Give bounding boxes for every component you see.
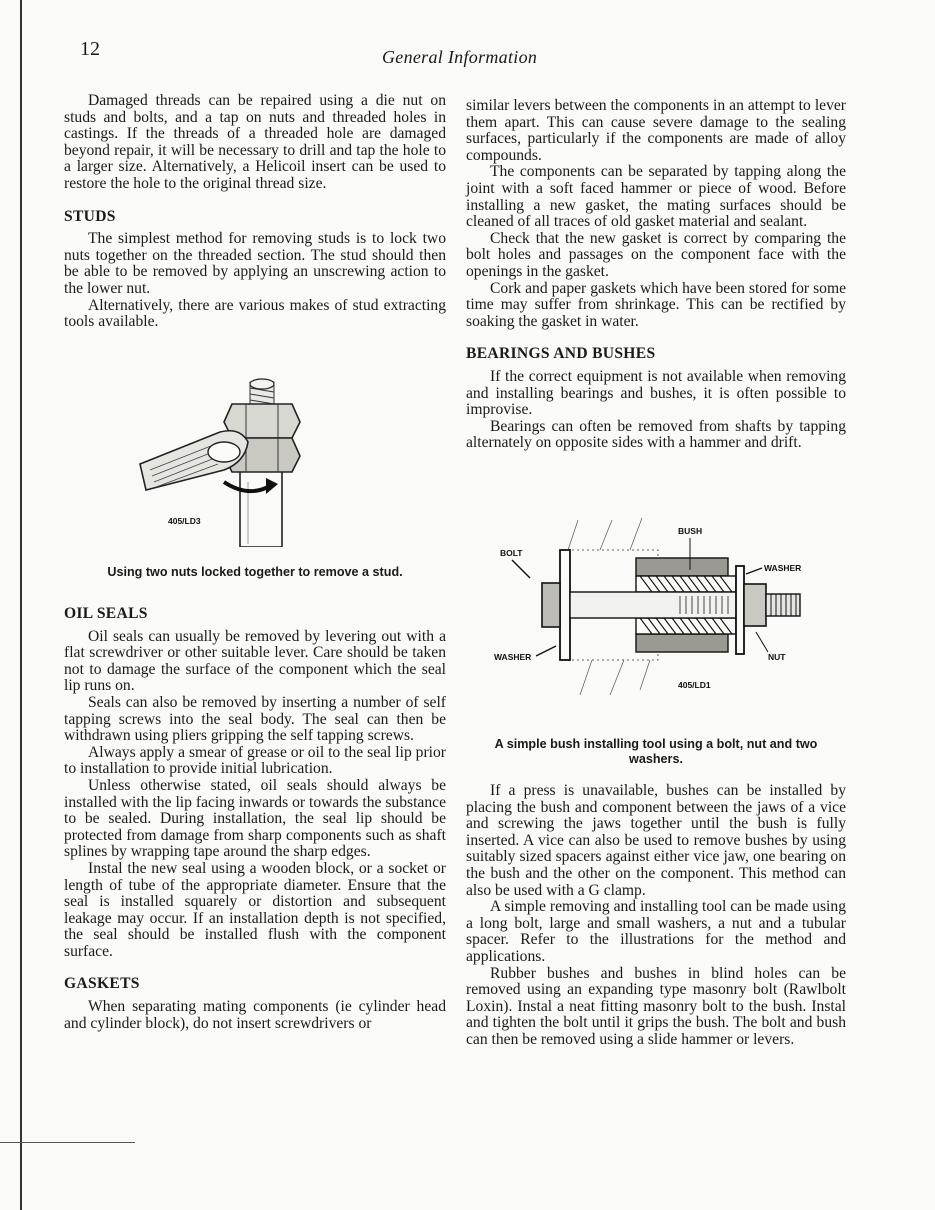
label-nut: NUT — [768, 652, 786, 662]
footer-rule — [0, 1142, 135, 1143]
gaskets-heading: GASKETS — [64, 975, 140, 993]
gaskets-cont-paragraph-3: Check that the new gasket is correct by comparing the bolt holes and passages on the component face with the openings in the gasket. — [466, 229, 846, 280]
gaskets-paragraph-1: When separating mating components (ie cylinder head and cylinder block), do not insert screwdrivers or — [64, 998, 446, 1032]
stud-removal-illustration — [120, 372, 350, 547]
after-figure-paragraph-2: A simple removing and installing tool can be made using a long bolt, large and small washers, a nut and a tubular spacer. Refer to the illustrations for the method and applications. — [466, 898, 846, 965]
left-column — [64, 93, 446, 331]
oil-seals-paragraph-3: Always apply a smear of grease or oil to the seal lip prior to installation to provide initial lubrication. — [64, 743, 446, 778]
after-figure-paragraph-3: Rubber bushes and bushes in blind holes can be removed using an expanding type masonry bolt (Rawlbolt Loxin). Instal a neat fitting masonry bolt to the bush. Instal and tighten the bolt until it grips the bush. The bolt and bush can then be removed using a slide hammer or levers. — [466, 964, 846, 1048]
label-bush: BUSH — [678, 526, 703, 536]
right-column-lower — [466, 783, 846, 1049]
gaskets-cont-paragraph-1: similar levers between the components in an attempt to lever them apart. This can cause severe damage to the sealing surfaces, particularly if the components are made of alloy compounds. — [466, 97, 846, 164]
running-head: General Information — [382, 47, 538, 67]
label-washer-bottom: WASHER — [494, 652, 532, 662]
intro-paragraph: Damaged threads can be repaired using a die nut on studs and bolts, and a tap on nuts and threaded holes in castings. If the threads of a threaded hole are damaged beyond repair, it will be necessary to drill and tap the hole to a larger size. Alternatively, a Helicoil insert can be used to restore the hole to the original thread size. — [64, 92, 446, 192]
bush-tool-illustration — [490, 510, 820, 710]
gaskets-cont-paragraph-2: The components can be separated by tapping along the joint with a soft faced hammer or piece of wood. Before installing a new gasket, the mating surfaces should be cleaned of all traces of old gasket material and sealant. — [466, 163, 846, 231]
bearings-heading: BEARINGS AND BUSHES — [466, 345, 656, 363]
right-column — [466, 98, 846, 452]
studs-paragraph-1: The simplest method for removing studs is to lock two nuts together on the threaded section. The stud should then be able to be removed by applying an unscrewing action to the lower nut. — [64, 230, 446, 297]
figure1-caption: Using two nuts locked together to remove a stud. — [107, 565, 403, 579]
left-column-lower — [64, 590, 446, 1032]
oil-seals-paragraph-2: Seals can also be removed by inserting a number of self tapping screws into the seal body. The seal can then be withdrawn using pliers gripping the self tapping screws. — [64, 693, 446, 745]
bearings-paragraph-2: Bearings can often be removed from shafts by tapping alternately on opposite sides with a hammer and drift. — [466, 417, 846, 452]
label-bolt: BOLT — [500, 548, 523, 558]
figure2-ref: 405/LD1 — [678, 680, 711, 690]
studs-heading: STUDS — [64, 207, 116, 225]
page-number: 12 — [80, 38, 100, 60]
after-figure-paragraph-1: If a press is unavailable, bushes can be installed by placing the bush and component between the jaws of a vice and screwing the jaws together until the bush is fully inserted. A vice can also be used to remove bushes by using suitably sized spacers against either vice jaw, one bearing on the bush and the other on the component. This method can also be used with a G clamp. — [466, 782, 846, 899]
oil-seals-paragraph-5: Instal the new seal using a wooden block, or a socket or length of tube of the appropriate diameter. Ensure that the seal is installed squarely or distortion and subsequent leakage may occur. If an installation depth is not specified, the seal should be installed flush with the component surface. — [64, 859, 446, 960]
figure2-caption: A simple bush installing tool using a bolt, nut and two washers. — [494, 737, 818, 766]
gaskets-cont-paragraph-4: Cork and paper gaskets which have been stored for some time may suffer from shrinkage. This can be rectified by soaking the gasket in water. — [466, 279, 846, 330]
oil-seals-paragraph-1: Oil seals can usually be removed by levering out with a flat screwdriver or other suitable lever. Care should be taken not to damage the surface of the component which the seal lip runs on. — [64, 627, 446, 695]
margin-rule — [20, 0, 22, 1210]
label-washer-top: WASHER — [764, 563, 802, 573]
studs-paragraph-2: Alternatively, there are various makes of stud extracting tools available. — [64, 296, 446, 331]
oil-seals-heading: OIL SEALS — [64, 605, 148, 622]
bearings-paragraph-1: If the correct equipment is not available when removing and installing bearings and bushes, it is often possible to improvise. — [466, 367, 846, 419]
oil-seals-paragraph-4: Unless otherwise stated, oil seals should always be installed with the lip facing inwards or towards the substance to be sealed. During installation, the seal lip should be protected from damage from sharp components such as shaft splines by wrapping tape around the sharp edges. — [64, 776, 446, 861]
figure1-ref: 405/LD3 — [168, 516, 201, 526]
